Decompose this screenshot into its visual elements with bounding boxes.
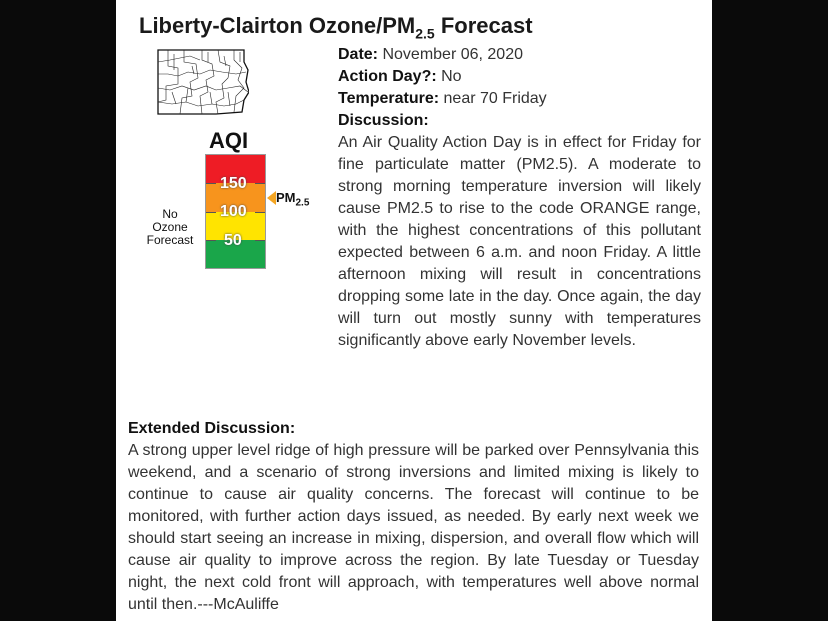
temperature-row: Temperature: near 70 Friday bbox=[338, 90, 547, 107]
extended-discussion bbox=[128, 418, 699, 616]
extended-heading: Extended Discussion: bbox=[128, 420, 296, 437]
page-title: Liberty-Clairton Ozone/$PM_{2.5}$ Forecast bbox=[139, 13, 533, 42]
tick-label: 150 bbox=[220, 175, 247, 192]
tick-label: 100 bbox=[220, 203, 247, 220]
no-ozone-forecast-label: No Ozone Forecast bbox=[146, 207, 194, 247]
pointer-triangle-icon bbox=[267, 191, 276, 205]
aqi-title: AQI bbox=[209, 128, 249, 153]
pm25-pointer: $PM_{2.5}$ bbox=[267, 190, 309, 209]
discussion-heading: Discussion: bbox=[338, 112, 429, 129]
date-row: Date: November 06, 2020 bbox=[338, 46, 523, 63]
aqi-scale bbox=[205, 154, 266, 269]
tick-label: 50 bbox=[224, 232, 242, 249]
pennsylvania-county-map bbox=[156, 48, 249, 118]
extended-text: A strong upper level ridge of high pressure will be parked over Pennsylvania this weekend, and a scenario of strong inversions and limited mixing is likely to continue to cause air quality concerns. The forecast will continue to be monitored, with further action days issued, as needed. By early next week we should start seeing an increase in mixing, dispersion, and overall flow which will cause air quality to improve across the region. By late Tuesday or Tuesday night, the next cold front will approach, with temperatures well above normal until then.---McAuliffe bbox=[128, 442, 699, 613]
forecast-page bbox=[116, 0, 712, 621]
action-day-row: Action Day?: No bbox=[338, 68, 462, 85]
forecast-info bbox=[338, 44, 701, 352]
discussion-text: An Air Quality Action Day is in effect for Friday for fine particulate matter (PM2.5). A moderate to strong morning temperature inversion will likely cause PM2.5 to rise to the code ORANGE range, with the highest concentrations of this pollutant expected between 6 a.m. and noon Friday. A little afternoon mixing will result in concentrations dropping some late in the day. Once again, the day will turn out mostly sunny with temperatures significantly above early November levels. bbox=[338, 134, 701, 349]
